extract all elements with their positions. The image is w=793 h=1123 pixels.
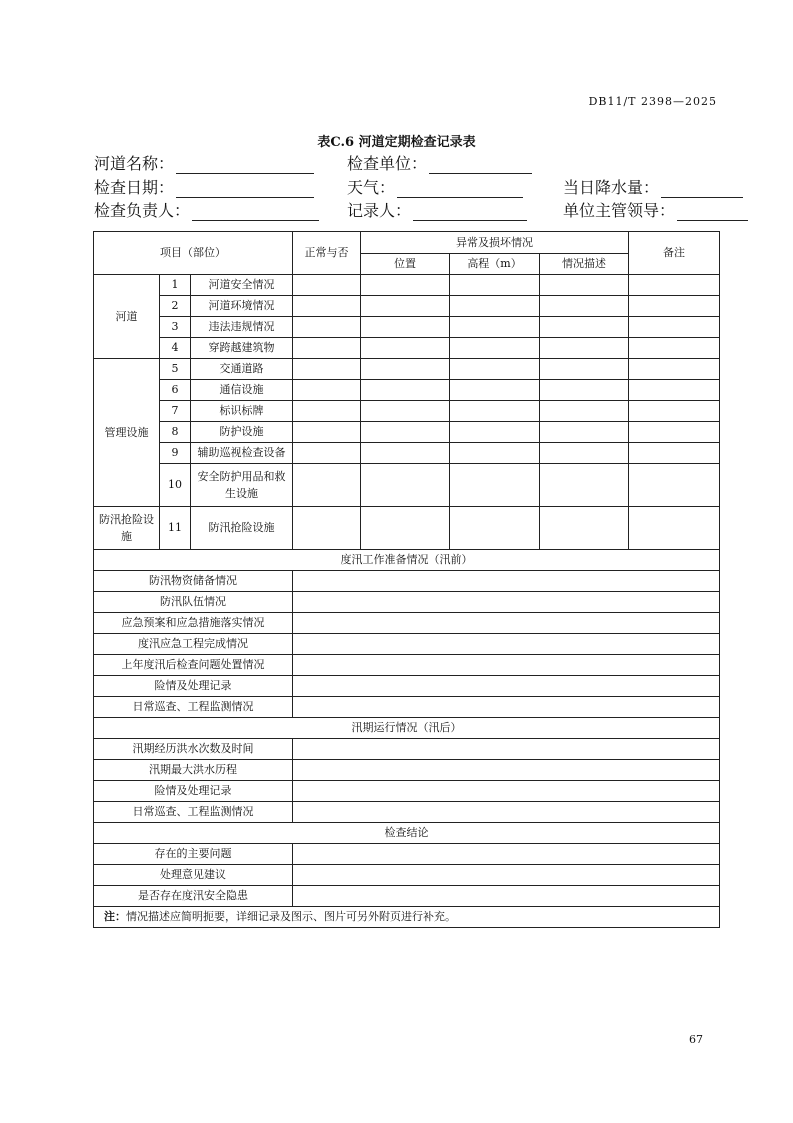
header-normal: 正常与否 — [293, 232, 361, 275]
remark-cell[interactable] — [629, 338, 720, 359]
recorder-blank — [413, 208, 527, 221]
section-row-value[interactable] — [293, 592, 720, 613]
description-cell[interactable] — [540, 422, 629, 443]
position-cell[interactable] — [361, 317, 450, 338]
elevation-cell[interactable] — [450, 317, 540, 338]
remark-cell[interactable] — [629, 507, 720, 550]
normal-cell[interactable] — [293, 359, 361, 380]
inspection-date-field — [94, 178, 314, 198]
header-item: 项目（部位） — [94, 232, 293, 275]
section-row-value[interactable] — [293, 634, 720, 655]
group-label-flood-control-facilities: 防汛抢险设施 — [94, 507, 160, 550]
river-name-field — [94, 154, 314, 174]
remark-cell[interactable] — [629, 275, 720, 296]
item-name: 安全防护用品和救生设施 — [191, 464, 293, 507]
position-cell[interactable] — [361, 422, 450, 443]
header-remark: 备注 — [629, 232, 720, 275]
inspection-record-table — [93, 231, 720, 928]
unit-supervisor-field — [563, 201, 748, 221]
section-row-label: 日常巡查、工程监测情况 — [94, 802, 293, 823]
section-row-value[interactable] — [293, 676, 720, 697]
item-number: 10 — [160, 464, 191, 507]
header-elevation: 高程（m） — [450, 254, 540, 275]
section-row-value[interactable] — [293, 802, 720, 823]
daily-rainfall-field — [563, 178, 743, 198]
normal-cell[interactable] — [293, 338, 361, 359]
elevation-cell[interactable] — [450, 507, 540, 550]
table-note — [94, 907, 720, 928]
section-row-label: 日常巡查、工程监测情况 — [94, 697, 293, 718]
item-number: 8 — [160, 422, 191, 443]
description-cell[interactable] — [540, 507, 629, 550]
daily-rainfall-blank — [661, 185, 743, 198]
section-row-label: 汛期经历洪水次数及时间 — [94, 739, 293, 760]
item-name: 穿跨越建筑物 — [191, 338, 293, 359]
item-number: 3 — [160, 317, 191, 338]
section-row-label: 存在的主要问题 — [94, 844, 293, 865]
description-cell[interactable] — [540, 359, 629, 380]
inspection-unit-blank — [429, 161, 532, 174]
river-name-blank — [176, 161, 314, 174]
section-row-label: 处理意见建议 — [94, 865, 293, 886]
elevation-cell[interactable] — [450, 338, 540, 359]
group-label-management-facilities: 管理设施 — [94, 359, 160, 507]
normal-cell[interactable] — [293, 464, 361, 507]
note-label: 注： — [104, 910, 126, 924]
standard-code: DB11/T 2398—2025 — [588, 95, 717, 108]
elevation-cell[interactable] — [450, 359, 540, 380]
note-text: 情况描述应简明扼要，详细记录及图示、图片可另外附页进行补充。 — [126, 910, 456, 924]
item-number: 7 — [160, 401, 191, 422]
normal-cell[interactable] — [293, 317, 361, 338]
section-row-label: 险情及处理记录 — [94, 676, 293, 697]
remark-cell[interactable] — [629, 359, 720, 380]
section-row-value[interactable] — [293, 760, 720, 781]
normal-cell[interactable] — [293, 443, 361, 464]
position-cell[interactable] — [361, 464, 450, 507]
section-title-postflood: 汛期运行情况（汛后） — [94, 718, 720, 739]
item-name: 标识标牌 — [191, 401, 293, 422]
recorder-label: 记录人： — [347, 201, 412, 220]
item-number: 2 — [160, 296, 191, 317]
inspection-unit-field — [347, 154, 532, 174]
item-name: 辅助巡视检查设备 — [191, 443, 293, 464]
remark-cell[interactable] — [629, 401, 720, 422]
section-row-value[interactable] — [293, 613, 720, 634]
section-row-value[interactable] — [293, 844, 720, 865]
weather-field — [347, 178, 523, 198]
header-description: 情况描述 — [540, 254, 629, 275]
section-row-value[interactable] — [293, 739, 720, 760]
normal-cell[interactable] — [293, 275, 361, 296]
item-number: 6 — [160, 380, 191, 401]
section-title-preflood: 度汛工作准备情况（汛前） — [94, 550, 720, 571]
weather-label: 天气： — [347, 178, 396, 197]
unit-supervisor-blank — [677, 208, 748, 221]
header-position: 位置 — [361, 254, 450, 275]
remark-cell[interactable] — [629, 317, 720, 338]
remark-cell[interactable] — [629, 296, 720, 317]
section-row-label: 应急预案和应急措施落实情况 — [94, 613, 293, 634]
remark-cell[interactable] — [629, 422, 720, 443]
elevation-cell[interactable] — [450, 443, 540, 464]
position-cell[interactable] — [361, 401, 450, 422]
remark-cell[interactable] — [629, 464, 720, 507]
elevation-cell[interactable] — [450, 422, 540, 443]
position-cell[interactable] — [361, 443, 450, 464]
item-number: 5 — [160, 359, 191, 380]
item-name: 违法违规情况 — [191, 317, 293, 338]
elevation-cell[interactable] — [450, 296, 540, 317]
position-cell[interactable] — [361, 359, 450, 380]
remark-cell[interactable] — [629, 443, 720, 464]
section-row-value[interactable] — [293, 781, 720, 802]
section-row-value[interactable] — [293, 886, 720, 907]
section-row-label: 汛期最大洪水历程 — [94, 760, 293, 781]
description-cell[interactable] — [540, 338, 629, 359]
inspection-leader-label: 检查负责人： — [94, 201, 191, 220]
item-name: 通信设施 — [191, 380, 293, 401]
description-cell[interactable] — [540, 317, 629, 338]
item-number: 4 — [160, 338, 191, 359]
daily-rainfall-label: 当日降水量： — [563, 178, 660, 197]
elevation-cell[interactable] — [450, 401, 540, 422]
section-row-label: 防汛队伍情况 — [94, 592, 293, 613]
section-row-value[interactable] — [293, 865, 720, 886]
normal-cell[interactable] — [293, 507, 361, 550]
position-cell[interactable] — [361, 338, 450, 359]
normal-cell[interactable] — [293, 380, 361, 401]
inspection-leader-field — [94, 201, 319, 221]
position-cell[interactable] — [361, 507, 450, 550]
section-row-value[interactable] — [293, 697, 720, 718]
section-title-conclusion: 检查结论 — [94, 823, 720, 844]
section-row-value[interactable] — [293, 655, 720, 676]
description-cell[interactable] — [540, 380, 629, 401]
section-row-label: 防汛物资储备情况 — [94, 571, 293, 592]
elevation-cell[interactable] — [450, 380, 540, 401]
section-row-value[interactable] — [293, 571, 720, 592]
item-number: 9 — [160, 443, 191, 464]
normal-cell[interactable] — [293, 296, 361, 317]
inspection-unit-label: 检查单位： — [347, 154, 428, 173]
elevation-cell[interactable] — [450, 464, 540, 507]
inspection-date-blank — [176, 185, 314, 198]
item-name: 防护设施 — [191, 422, 293, 443]
remark-cell[interactable] — [629, 380, 720, 401]
normal-cell[interactable] — [293, 401, 361, 422]
header-abnormal-group: 异常及损坏情况 — [361, 232, 629, 254]
description-cell[interactable] — [540, 443, 629, 464]
weather-blank — [397, 185, 523, 198]
description-cell[interactable] — [540, 275, 629, 296]
item-name: 防汛抢险设施 — [191, 507, 293, 550]
position-cell[interactable] — [361, 380, 450, 401]
unit-supervisor-label: 单位主管领导： — [563, 201, 676, 220]
item-name: 河道环境情况 — [191, 296, 293, 317]
position-cell[interactable] — [361, 275, 450, 296]
description-cell[interactable] — [540, 296, 629, 317]
item-number: 1 — [160, 275, 191, 296]
description-cell[interactable] — [540, 401, 629, 422]
position-cell[interactable] — [361, 296, 450, 317]
page-number: 67 — [689, 1033, 703, 1046]
section-row-label: 度汛应急工程完成情况 — [94, 634, 293, 655]
recorder-field — [347, 201, 527, 221]
group-label-river: 河道 — [94, 275, 160, 359]
section-row-label: 是否存在度汛安全隐患 — [94, 886, 293, 907]
description-cell[interactable] — [540, 464, 629, 507]
normal-cell[interactable] — [293, 422, 361, 443]
item-name: 交通道路 — [191, 359, 293, 380]
river-name-label: 河道名称： — [94, 154, 175, 173]
item-number: 11 — [160, 507, 191, 550]
table-title: 表C.6 河道定期检查记录表 — [317, 135, 476, 150]
elevation-cell[interactable] — [450, 275, 540, 296]
section-row-label: 险情及处理记录 — [94, 781, 293, 802]
section-row-label: 上年度汛后检查问题处置情况 — [94, 655, 293, 676]
inspection-leader-blank — [192, 208, 319, 221]
inspection-date-label: 检查日期： — [94, 178, 175, 197]
item-name: 河道安全情况 — [191, 275, 293, 296]
